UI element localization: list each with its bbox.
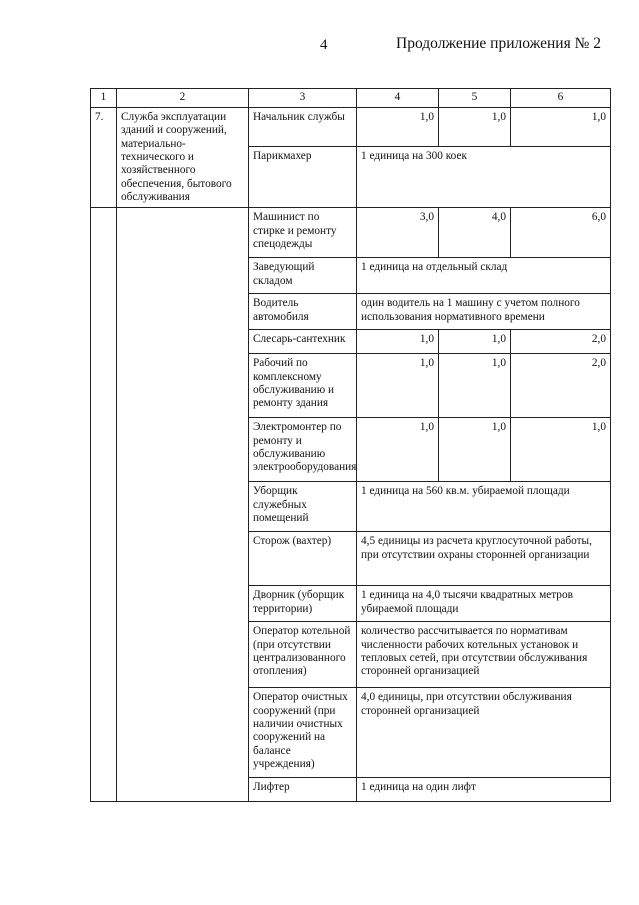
column-header: 6: [511, 89, 611, 108]
section-number-cont: [91, 208, 117, 802]
section-number: 7.: [91, 108, 117, 208]
norm-text: 1 единица на отдельный склад: [357, 258, 611, 294]
position-name: Парикмахер: [249, 146, 357, 207]
section-name-cont: [117, 208, 249, 802]
staff-norms-table: [90, 88, 611, 802]
column-header: 3: [249, 89, 357, 108]
position-name: Электромонтер по ремонту и обслуживанию электрооборудования: [249, 418, 357, 482]
norm-text: 1 единица на один лифт: [357, 778, 611, 802]
norm-text: 4,5 единицы из расчета круглосуточной работы, при отсутствии охраны сторонней организации: [357, 532, 611, 586]
position-name: Дворник (уборщик территории): [249, 586, 357, 622]
value-cell: 2,0: [511, 330, 611, 354]
value-cell: 1,0: [357, 354, 439, 418]
column-header: 5: [439, 89, 511, 108]
appendix-continuation-header: Продолжение приложения № 2: [396, 35, 601, 52]
position-name: Заведующий складом: [249, 258, 357, 294]
page-number: 4: [320, 37, 328, 53]
section-name: Служба эксплуатации зданий и сооружений, материально-технического и хозяйственного обеспечения, бытового обслуживания: [117, 108, 249, 208]
column-header: 1: [91, 89, 117, 108]
norm-text: 1 единица на 300 коек: [357, 146, 611, 207]
value-cell: 1,0: [439, 418, 511, 482]
value-cell: 2,0: [511, 354, 611, 418]
norm-text: 1 единица на 560 кв.м. убираемой площади: [357, 482, 611, 532]
column-header: 4: [357, 89, 439, 108]
column-header: 2: [117, 89, 249, 108]
position-name: Оператор очистных сооружений (при наличии очистных сооружений на балансе учреждения): [249, 688, 357, 778]
table-row: [91, 208, 611, 258]
table-row: [91, 108, 611, 147]
value-cell: 1,0: [439, 330, 511, 354]
value-cell: 1,0: [357, 108, 439, 147]
position-name: Уборщик служебных помещений: [249, 482, 357, 532]
header-row: [91, 89, 611, 108]
norm-text: 1 единица на 4,0 тысячи квадратных метров убираемой площади: [357, 586, 611, 622]
value-cell: 1,0: [439, 354, 511, 418]
norm-text: один водитель на 1 машину с учетом полного использования нормативного времени: [357, 294, 611, 330]
value-cell: 4,0: [439, 208, 511, 258]
value-cell: 3,0: [357, 208, 439, 258]
position-name: Сторож (вахтер): [249, 532, 357, 586]
value-cell: 6,0: [511, 208, 611, 258]
position-name: Слесарь-сантехник: [249, 330, 357, 354]
position-name: Лифтер: [249, 778, 357, 802]
position-name: Водитель автомобиля: [249, 294, 357, 330]
norm-text: количество рассчитывается по нормативам численности рабочих котельных установок и тепловых сетей, при отсутствии обслуживания сторонней организацией: [357, 622, 611, 688]
value-cell: 1,0: [511, 108, 611, 147]
value-cell: 1,0: [439, 108, 511, 147]
norm-text: 4,0 единицы, при отсутствии обслуживания сторонней организацией: [357, 688, 611, 778]
position-name: Машинист по стирке и ремонту спецодежды: [249, 208, 357, 258]
value-cell: 1,0: [357, 418, 439, 482]
position-name: Оператор котельной (при отсутствии централизованного отопления): [249, 622, 357, 688]
position-name: Рабочий по комплексному обслуживанию и ремонту здания: [249, 354, 357, 418]
value-cell: 1,0: [357, 330, 439, 354]
position-name: Начальник службы: [249, 108, 357, 147]
value-cell: 1,0: [511, 418, 611, 482]
